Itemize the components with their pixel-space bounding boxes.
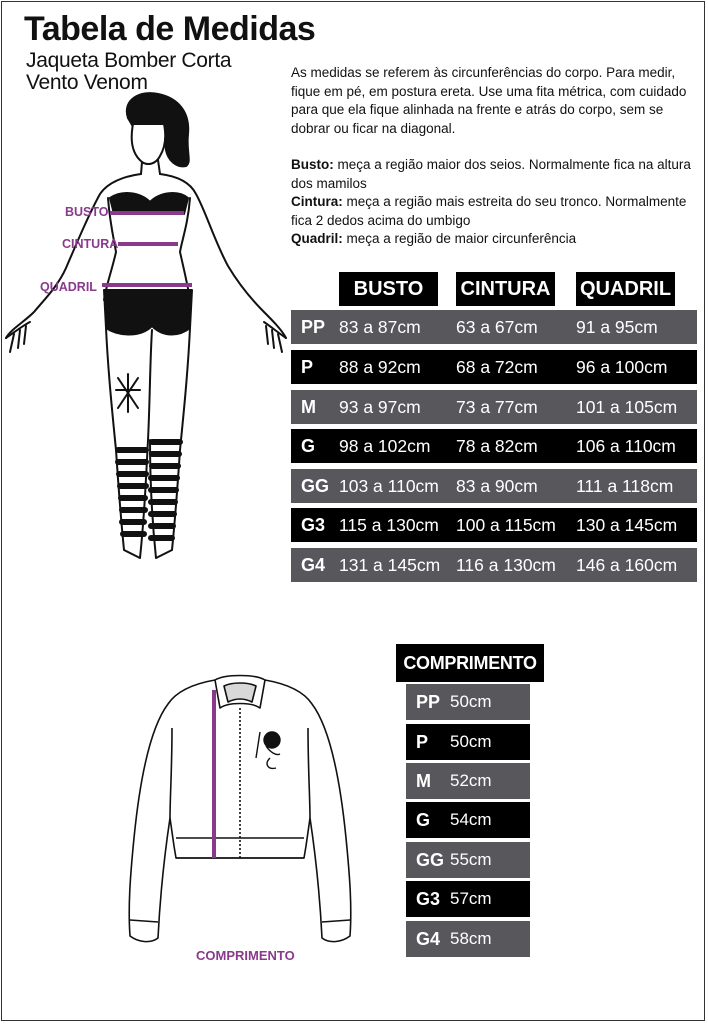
length-value: 54cm xyxy=(450,810,492,829)
jacket-illustration xyxy=(120,668,370,953)
busto-value: 115 a 130cm xyxy=(339,515,439,535)
body-figure-illustration xyxy=(0,90,295,585)
cintura-instruction: Cintura: meça a região mais estreita do seu tronco. Normalmente fica 2 dedos acima do umbigo xyxy=(291,194,687,228)
bomber-jacket-drawing xyxy=(120,668,370,953)
busto-value: 93 a 97cm xyxy=(339,397,421,417)
cintura-label: CINTURA xyxy=(62,237,119,251)
header-quadril: QUADRIL xyxy=(576,272,675,306)
quadril-value: 96 a 100cm xyxy=(576,357,668,377)
size-code: G3 xyxy=(416,889,441,909)
quadril-value: 106 a 110cm xyxy=(576,436,676,456)
quadril-value: 146 a 160cm xyxy=(576,555,678,575)
quadril-value: 130 a 145cm xyxy=(576,515,678,535)
table-row xyxy=(406,684,530,720)
length-value: 55cm xyxy=(450,850,492,869)
size-code: G4 xyxy=(416,929,441,949)
cintura-value: 68 a 72cm xyxy=(456,357,538,377)
size-code: PP xyxy=(301,317,326,337)
cintura-value: 100 a 115cm xyxy=(456,515,556,535)
table-row xyxy=(406,881,530,917)
busto-value: 83 a 87cm xyxy=(339,317,421,337)
quadril-instruction: Quadril: meça a região de maior circunferência xyxy=(291,231,577,246)
quadril-value: 91 a 95cm xyxy=(576,317,658,337)
table-row xyxy=(291,548,697,582)
length-value: 52cm xyxy=(450,771,492,790)
table-row xyxy=(406,802,530,838)
size-code: G3 xyxy=(301,515,326,535)
table-row xyxy=(291,350,697,384)
header-cintura: CINTURA xyxy=(456,272,555,306)
table-row xyxy=(406,842,530,878)
table-row xyxy=(406,763,530,799)
cintura-value: 73 a 77cm xyxy=(456,397,538,417)
measurement-instructions xyxy=(291,64,691,249)
product-name-line1: Jaqueta Bomber Corta xyxy=(26,49,232,72)
cintura-value: 78 a 82cm xyxy=(456,436,538,456)
cintura-value: 116 a 130cm xyxy=(456,555,556,575)
length-value: 57cm xyxy=(450,889,492,908)
busto-value: 88 a 92cm xyxy=(339,357,421,377)
length-value: 58cm xyxy=(450,929,492,948)
product-name-line2: Vento Venom xyxy=(26,71,148,94)
cintura-value: 83 a 90cm xyxy=(456,476,538,496)
length-value: 50cm xyxy=(450,692,492,711)
product-name xyxy=(26,50,231,94)
table-row xyxy=(291,469,697,503)
table-row xyxy=(291,310,697,344)
table-row xyxy=(406,724,530,760)
size-code: PP xyxy=(416,692,441,712)
quadril-value: 111 a 118cm xyxy=(576,476,674,496)
scorpion-emblem xyxy=(256,732,280,768)
size-code: M xyxy=(301,397,316,417)
size-code: GG xyxy=(301,476,330,496)
size-code: GG xyxy=(416,850,445,870)
size-code: G4 xyxy=(301,555,326,575)
intro-paragraph: As medidas se referem às circunferências do corpo. Para medir, fique em pé, em postura ereta. Use uma fita métrica, com cuidado para que ela fique alinhada na frente e atrás do corpo, sem se dobrar ou ficar na diagonal. xyxy=(291,65,687,136)
header-comprimento: COMPRIMENTO xyxy=(396,644,544,682)
size-code: P xyxy=(416,732,429,752)
busto-value: 103 a 110cm xyxy=(339,476,439,496)
comprimento-label: COMPRIMENTO xyxy=(196,948,295,963)
size-code: M xyxy=(416,771,431,791)
busto-value: 98 a 102cm xyxy=(339,436,431,456)
quadril-label: QUADRIL xyxy=(40,280,97,294)
table-row xyxy=(406,921,530,957)
header-busto: BUSTO xyxy=(339,272,438,306)
page-title: Tabela de Medidas xyxy=(24,10,316,48)
table-row xyxy=(291,508,697,542)
size-code: G xyxy=(416,810,431,830)
length-value: 50cm xyxy=(450,732,492,751)
table-row xyxy=(291,429,697,463)
size-code: G xyxy=(301,436,316,456)
busto-label: BUSTO xyxy=(65,205,109,219)
size-code: P xyxy=(301,357,314,377)
table-row xyxy=(291,390,697,424)
quadril-value: 101 a 105cm xyxy=(576,397,678,417)
busto-value: 131 a 145cm xyxy=(339,555,441,575)
woman-figure-drawing xyxy=(0,90,295,585)
cintura-value: 63 a 67cm xyxy=(456,317,538,337)
busto-instruction: Busto: meça a região maior dos seios. Normalmente fica na altura dos mamilos xyxy=(291,157,691,191)
